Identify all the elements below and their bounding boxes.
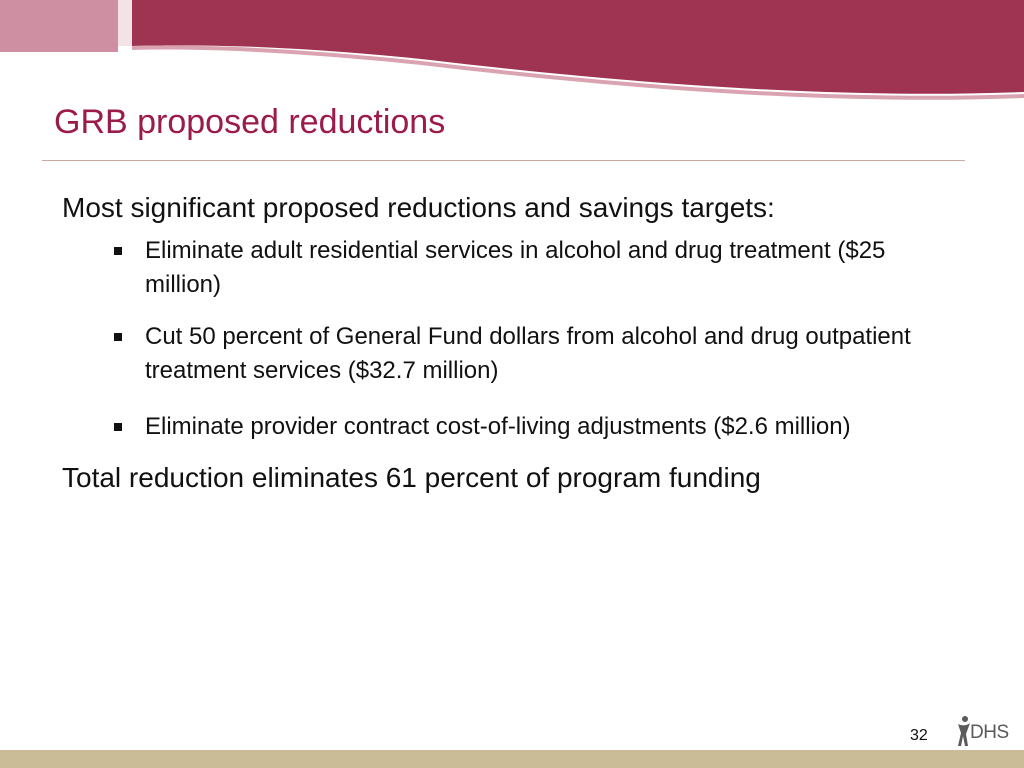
header-divider-stripe — [118, 0, 132, 46]
footer-bar — [0, 750, 1024, 768]
slide-title: GRB proposed reductions — [54, 103, 446, 141]
bullet-text: Cut 50 percent of General Fund dollars from alcohol and drug outpatient treatment services ($32.7 million) — [145, 323, 911, 384]
header-light-block — [0, 0, 118, 52]
total-text: Total reduction eliminates 61 percent of program funding — [62, 462, 761, 493]
bullet-text: Eliminate provider contract cost-of-living adjustments ($2.6 million) — [145, 413, 851, 440]
square-bullet-icon — [114, 333, 122, 341]
square-bullet-icon — [114, 423, 122, 431]
square-bullet-icon — [114, 247, 122, 255]
dhs-logo — [954, 714, 1018, 748]
lead-text: Most significant proposed reductions and savings targets: — [62, 192, 775, 223]
reduction-list — [62, 234, 962, 444]
list-item — [62, 410, 962, 444]
bullet-text: Eliminate adult residential services in alcohol and drug treatment ($25 million) — [145, 237, 886, 298]
list-item — [62, 234, 962, 302]
logo-text: DHS — [970, 722, 1009, 743]
slide-content — [62, 188, 962, 498]
list-item — [62, 320, 962, 388]
title-divider — [42, 160, 965, 161]
slide-number: 32 — [910, 727, 928, 744]
header-banner — [0, 0, 1024, 110]
